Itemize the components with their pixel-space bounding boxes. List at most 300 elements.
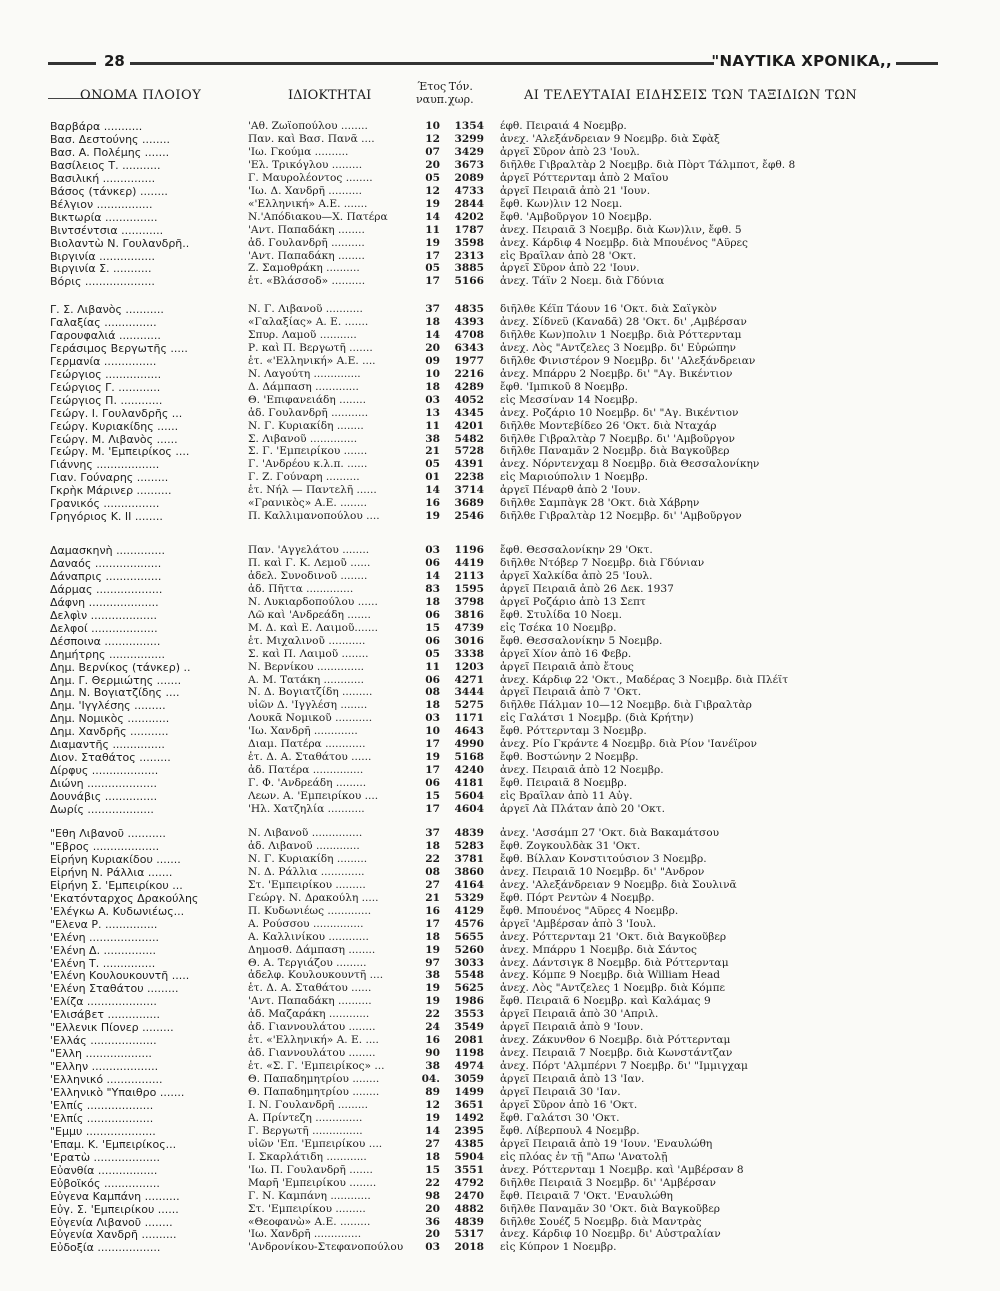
voyage-news: ἀργεῖ Λὰ Πλάταν ἀπὸ 20 'Οκτ.	[500, 803, 665, 815]
table-row	[0, 674, 1000, 687]
ship-name: 'Ελένη Δ. ...............	[50, 943, 157, 957]
tonnage: 4164	[454, 878, 484, 891]
ship-owner: 'Αντ. Παπαδάκη ..........	[248, 995, 372, 1008]
tonnage: 5904	[454, 1150, 484, 1163]
tonnage: 4052	[454, 393, 484, 406]
column-header-tons-line2: χωρ.	[448, 93, 474, 106]
voyage-news: ἀργεῖ Σῦρον ἀπὸ 23 'Ιουλ.	[500, 145, 640, 158]
ship-name: 'Ελένη ....................	[50, 930, 159, 944]
build-year: 38	[425, 1060, 440, 1073]
table-row	[0, 944, 1000, 957]
table-row	[0, 185, 1000, 198]
voyage-news: διῆλθε Σουέζ 5 Νοεμβρ. διὰ Μαντρὰς	[500, 1215, 702, 1228]
ship-name: Δελφὶν ...................	[50, 608, 158, 622]
voyage-news: ἀργεῖ Πειραιᾶ 30 'Ιαν.	[500, 1086, 621, 1098]
tonnage: 1203	[454, 660, 484, 673]
ship-name: Γαρουφαλιά ............	[50, 328, 161, 342]
tonnage: 4990	[454, 738, 484, 751]
build-year: 17	[425, 738, 440, 751]
ship-name: Εὐανθία .................	[50, 1163, 158, 1177]
table-row	[0, 661, 1000, 674]
ship-name: 'Ελπίς ...................	[50, 1098, 154, 1112]
ship-name: 'Επαμ. Κ. 'Εμπειρίκος...	[50, 1137, 177, 1151]
build-year: 03	[425, 1241, 440, 1254]
ship-name: Εἰρήνη Σ. 'Εμπειρίκου ...	[50, 878, 183, 892]
table-row	[0, 159, 1000, 172]
ship-owner: Γ. Ν. Καμπάνη ............	[248, 1189, 371, 1202]
build-year: 16	[425, 904, 440, 917]
build-year: 20	[425, 158, 440, 171]
ship-name: Δάφνη ....................	[50, 595, 159, 609]
voyage-news: διῆλθε Πάλμαν 10—12 Νοεμβρ. διὰ Γιβραλτὰρ	[500, 699, 752, 712]
build-year: 16	[425, 1034, 440, 1047]
table-row	[0, 931, 1000, 944]
voyage-news: ἀνεχ. Ζάκυνθον 6 Νοεμβρ. διὰ Ρόττερνταμ	[500, 1034, 731, 1047]
ship-owner: 'Ιω. Δ. Χανδρῆ ..........	[248, 184, 362, 197]
ship-name: "Ελλενικ Πίονερ .........	[50, 1021, 174, 1035]
tonnage: 2238	[454, 471, 484, 484]
table-row	[0, 1112, 1000, 1125]
voyage-news: ἀργεῖ 'Αμβέρσαν ἀπὸ 3 'Ιουλ.	[500, 917, 657, 930]
tonnage: 4202	[454, 210, 484, 223]
tonnage: 2216	[454, 367, 484, 380]
tonnage: 4129	[454, 904, 484, 917]
build-year: 19	[425, 943, 440, 956]
tonnage: 3549	[454, 1021, 484, 1034]
ship-owner: ἑτ. Μιχαλινοῦ ...........	[248, 634, 366, 647]
build-year: 03	[425, 393, 440, 406]
voyage-news: ἀργεῖ Πειραιᾶ ἀπὸ ἔτους	[500, 660, 634, 673]
tonnage: 5329	[454, 891, 484, 904]
ship-name: Δάναπρις ................	[50, 569, 162, 583]
column-header-year-line1: Έτος	[417, 80, 447, 93]
table-row	[0, 622, 1000, 635]
table-row	[0, 484, 1000, 497]
ship-name: 'Ελέγκω Α. Κυδωνιέως...	[50, 904, 185, 918]
ship-owner: ἑτ. «'Ελληνική» Α.Ε. ....	[248, 354, 376, 367]
build-year: 11	[425, 660, 440, 673]
tonnage: 4201	[454, 419, 484, 432]
table-row	[0, 635, 1000, 648]
build-year: 18	[425, 930, 440, 943]
ship-owner: Ν. Δ. Ράλλια .............	[248, 865, 365, 878]
tonnage: 4181	[454, 777, 484, 790]
ship-owner: Ν. Γ. Κυριακίδη ........	[248, 419, 364, 432]
ship-owner: Παν. 'Αγγελάτου ........	[248, 544, 370, 556]
voyage-news: εἰς Γαλάτσι 1 Νοεμβρ. (διὰ Κρήτην)	[500, 712, 694, 725]
ship-name: Βιολαντὼ Ν. Γουλανδρῆ..	[50, 236, 190, 250]
ship-name: Εἰρήνη Ν. Ράλλια .......	[50, 865, 173, 879]
voyage-news: ἀνεχ. Ρίο Γκράντε 4 Νοεμβρ. διὰ Ρίον 'Ιανέϊρον	[500, 738, 757, 751]
voyage-news: ἔφθ. Πειραιᾶ 7 'Οκτ. 'Εναυλώθη	[500, 1189, 673, 1202]
build-year: 03	[425, 712, 440, 725]
tonnage: 4882	[454, 1202, 484, 1215]
ship-owner: Ι. Σκαρλάτιδη ............	[248, 1150, 367, 1163]
voyage-news: διῆλθε Μοντεβίδεο 26 'Οκτ. διὰ Νταχάρ	[500, 419, 717, 432]
tonnage: 3033	[454, 956, 484, 969]
tonnage: 1196	[454, 544, 484, 556]
table-row	[0, 224, 1000, 237]
table-row	[0, 596, 1000, 609]
voyage-news: εἰς Μεσσίναν 14 Νοεμβρ.	[500, 393, 638, 406]
tonnage: 5728	[454, 445, 484, 458]
ship-name: 'Ελένη Τ. ...............	[50, 956, 156, 970]
ship-owner: Γεώργ. Ν. Δρακούλη .....	[248, 891, 379, 904]
ship-owner: Διαμ. Πατέρα ............	[248, 738, 366, 751]
ship-owner: υἱῶν Δ. 'Ιγγλέση ........	[248, 699, 368, 712]
table-row	[0, 471, 1000, 484]
table-row	[0, 777, 1000, 790]
ship-owner: 'Ιω. Γκούμα ..........	[248, 145, 349, 158]
voyage-news: ἔφθ. Λίβερπουλ 4 Νοεμβρ.	[500, 1124, 640, 1137]
table-row	[0, 699, 1000, 712]
page-number: 28	[104, 52, 125, 70]
table-row	[0, 712, 1000, 725]
voyage-news: ἀνεχ. Κάρδιφ 4 Νοεμβρ. διὰ Μπουένος "Αϋρες	[500, 236, 748, 249]
tonnage: 5548	[454, 969, 484, 982]
table-row	[0, 1241, 1000, 1254]
ship-name: Γεώργιος ................	[50, 367, 162, 381]
tonnage: 5168	[454, 751, 484, 764]
build-year: 38	[425, 432, 440, 445]
voyage-news: ἔφθ. Ζογκουλδὰκ 31 'Οκτ.	[500, 839, 641, 852]
build-year: 13	[425, 406, 440, 419]
ship-owner: Θ. Παπαδημητρίου ........	[248, 1086, 380, 1098]
voyage-news: ἀργεῖ Πειραιᾶ ἀπὸ 21 'Ιουν.	[500, 184, 651, 197]
table-row	[0, 146, 1000, 159]
table-row	[0, 570, 1000, 583]
build-year: 27	[425, 1137, 440, 1150]
tonnage: 4391	[454, 458, 484, 471]
voyage-news: εἰς Τσέκα 10 Νοεμβρ.	[500, 621, 617, 634]
table-row	[0, 198, 1000, 211]
build-year: 21	[425, 891, 440, 904]
table-row	[0, 827, 1000, 840]
ship-owner: 'Ιω. Χανδρῆ .............	[248, 725, 358, 738]
ship-owner: ἀδελ. Συνοδινοῦ ........	[248, 569, 368, 582]
ship-name: Βιργινία ................	[50, 249, 156, 263]
build-year: 17	[425, 275, 440, 288]
voyage-news: ἀργεῖ Πειραιᾶ ἀπὸ 7 'Οκτ.	[500, 686, 642, 699]
ship-owner: «'Ελληνική» Α.Ε. .......	[248, 197, 368, 210]
build-year: 38	[425, 969, 440, 982]
tonnage: 1198	[454, 1047, 484, 1060]
ship-owner: ἀδ. Πατέρα ...............	[248, 764, 364, 777]
tonnage: 4385	[454, 1137, 484, 1150]
table-row	[0, 420, 1000, 433]
voyage-news: ἔφθ. 'Ιμπικοῦ 8 Νοεμβρ.	[500, 380, 628, 393]
build-year: 15	[425, 621, 440, 634]
ship-owner: Π. Κυδωνιέως .............	[248, 904, 372, 917]
ship-owner: ἀδ. Γιαννουλάτου ........	[248, 1021, 376, 1034]
voyage-news: ἀργεῖ Πειραιᾶ ἀπὸ 19 'Ιουν. 'Εναυλώθη	[500, 1137, 713, 1150]
build-year: 22	[425, 1176, 440, 1189]
table-row	[0, 905, 1000, 918]
table-row	[0, 557, 1000, 570]
header-rule-middle	[130, 62, 714, 65]
ship-name: 'Ερατὼ ...................	[50, 1150, 160, 1164]
table-row	[0, 840, 1000, 853]
table-row	[0, 982, 1000, 995]
tonnage: 5482	[454, 432, 484, 445]
table-row	[0, 866, 1000, 879]
voyage-news: διῆλθε Γιβραλτὰρ 2 Νοεμβρ. διὰ Πὸρτ Τάλμποτ, ἔφθ. 8	[500, 158, 796, 171]
voyage-news: διῆλθε Κέϊπ Τάουν 16 'Οκτ. διὰ Σαϊγκὸν	[500, 303, 717, 315]
tonnage: 4240	[454, 764, 484, 777]
ship-name: 'Ελληνικὸ "Υπαιθρο .......	[50, 1086, 185, 1099]
voyage-news: διῆλθε Παναμᾶν 30 'Οκτ. διὰ Βαγκοῦβερ	[500, 1202, 720, 1215]
tonnage: 3798	[454, 595, 484, 608]
table-row	[0, 1060, 1000, 1073]
table-row	[0, 445, 1000, 458]
table-row	[0, 686, 1000, 699]
build-year: 27	[425, 878, 440, 891]
ship-name: Διαμαντῆς ...............	[50, 738, 165, 752]
table-row	[0, 316, 1000, 329]
voyage-news: ἀργεῖ Πειραιᾶ ἀπὸ 26 Δεκ. 1937	[500, 582, 674, 595]
build-year: 21	[425, 445, 440, 458]
ship-owner: Γ. Βεργωτῆ ...............	[248, 1124, 363, 1137]
tonnage: 4708	[454, 328, 484, 341]
table-row	[0, 918, 1000, 931]
ship-name: 'Ελισάβετ ...............	[50, 1008, 160, 1022]
table-row	[0, 1228, 1000, 1241]
ship-name: Βαρβάρα ...........	[50, 120, 143, 133]
tonnage: 3689	[454, 497, 484, 510]
ship-owner: Α. Μ. Τατάκη ............	[248, 673, 364, 686]
build-year: 12	[425, 184, 440, 197]
ship-owner: «Γαλαξίας» Α. Ε. .......	[248, 315, 369, 328]
ship-owner: ἀδ. Γουλανδρῆ ..........	[248, 236, 365, 249]
tonnage: 3553	[454, 1008, 484, 1021]
table-row	[0, 1034, 1000, 1047]
voyage-news: ἀνεχ. Νόρντενχαμ 8 Νοεμβρ. διὰ Θεσσαλονίκην	[500, 458, 760, 471]
build-year: 97	[425, 956, 440, 969]
table-row	[0, 211, 1000, 224]
table-row	[0, 275, 1000, 288]
ship-owner: ἑτ. «'Ελληνική» Α. Ε. ....	[248, 1034, 379, 1047]
build-year: 18	[425, 595, 440, 608]
tonnage: 4419	[454, 556, 484, 569]
ship-owner: Ν. Λιβανοῦ ...............	[248, 827, 363, 839]
tonnage: 4839	[454, 827, 484, 839]
voyage-news: ἀνεχ. 'Αλεξάνδρειαν 9 Νοεμβρ. διὰ Σουλινᾶ	[500, 878, 737, 891]
column-header-news: ΑΙ ΤΕΛΕΥΤΑΙΑΙ ΕΙΔΗΣΕΙΣ ΤΩΝ ΤΑΞΙΔΙΩΝ ΤΩΝ	[524, 88, 858, 103]
build-year: 05	[425, 171, 440, 184]
ship-owner: ἑτ. Δ. Α. Σταθάτου ......	[248, 982, 372, 995]
build-year: 22	[425, 1008, 440, 1021]
tonnage: 2395	[454, 1124, 484, 1137]
ship-name: Δουνάβις ...............	[50, 790, 158, 804]
header-rule-left	[48, 62, 96, 65]
ship-name: Διον. Σταθάτος .........	[50, 751, 171, 765]
table-row	[0, 790, 1000, 803]
build-year: 11	[425, 223, 440, 236]
build-year: 19	[425, 982, 440, 995]
voyage-news: ἀνεχ. Πειραιᾶ 10 Νοεμβρ. δι' "Ανδρον	[500, 865, 705, 878]
voyage-news: διῆλθε Γιβραλτὰρ 7 Νοεμβρ. δι' 'Αμβοῦργον	[500, 432, 735, 445]
table-row	[0, 1151, 1000, 1164]
build-year: 18	[425, 315, 440, 328]
voyage-news: διῆλθε Πειραιᾶ 3 Νοεμβρ. δι' 'Αμβέρσαν	[500, 1176, 716, 1189]
build-year: 20	[425, 341, 440, 354]
ship-name: Εὐγ. Σ. 'Εμπειρίκου ......	[50, 1202, 179, 1216]
voyage-news: ἀνεχ. Μπάρρυ 2 Νοεμβρ. δι' "Αγ. Βικέντιον	[500, 367, 733, 380]
tonnage: 3781	[454, 852, 484, 865]
table-row	[0, 355, 1000, 368]
build-year: 18	[425, 839, 440, 852]
table-row	[0, 957, 1000, 970]
table-row	[0, 497, 1000, 510]
build-year: 09	[425, 354, 440, 367]
ship-owner: ἀδ. Πῆττα ..............	[248, 582, 354, 595]
ship-owner: Ν. Λαγούτη ..............	[248, 367, 361, 380]
voyage-news: διῆλθε Σαμπὰγκ 28 'Οκτ. διὰ Χάβρην	[500, 497, 700, 510]
table-row	[0, 1138, 1000, 1151]
tonnage: 4289	[454, 380, 484, 393]
voyage-news: έφθ. Πειραιά 4 Νοεμβρ.	[500, 120, 627, 132]
build-year: 08	[425, 686, 440, 699]
table-row	[0, 738, 1000, 751]
ship-name: Γιαν. Γούναρης .........	[50, 471, 169, 485]
build-year: 06	[425, 634, 440, 647]
build-year: 24	[425, 1021, 440, 1034]
voyage-news: διῆλθε Ντόβερ 7 Νοεμβρ. διὰ Γδύνιαν	[500, 556, 705, 569]
build-year: 11	[425, 419, 440, 432]
column-header-year-line2: ναυπ.	[416, 93, 448, 106]
tonnage: 3714	[454, 484, 484, 497]
build-year: 14	[425, 1124, 440, 1137]
ship-name: Βέλγιον ................	[50, 197, 153, 211]
tonnage: 4393	[454, 315, 484, 328]
ship-owner: Γ. Ζ. Γούναρη ..........	[248, 471, 360, 484]
build-year: 12	[425, 1098, 440, 1111]
table-row	[0, 609, 1000, 622]
tonnage: 3338	[454, 647, 484, 660]
voyage-news: ἀνεχ. Δάντσιγκ 8 Νοεμβρ. διὰ Ρόττερνταμ	[500, 956, 729, 969]
build-year: 37	[425, 303, 440, 315]
tonnage: 2470	[454, 1189, 484, 1202]
build-year: 17	[425, 803, 440, 815]
build-year: 06	[425, 556, 440, 569]
ship-name: Δημ. Γ. Θερμιώτης .......	[50, 673, 182, 687]
ship-owner: Στ. 'Εμπειρίκου .........	[248, 1202, 366, 1215]
voyage-news: ἀργεῖ Σῦρον ἀπὸ 22 'Ιουν.	[500, 262, 640, 275]
tonnage: 3816	[454, 608, 484, 621]
build-year: 14	[425, 484, 440, 497]
voyage-news: ἔφθ. Βοστώνην 2 Νοεμβρ.	[500, 751, 639, 764]
tonnage: 1492	[454, 1111, 484, 1124]
tonnage: 4345	[454, 406, 484, 419]
table-row	[0, 381, 1000, 394]
build-year: 05	[425, 647, 440, 660]
ship-name: Δελφοί ...................	[50, 621, 158, 635]
ship-name: Βασιλική ...............	[50, 171, 156, 185]
voyage-news: ἀνεχ. Κάρδιφ 22 'Οκτ., Μαδέρας 3 Νοεμβρ. διὰ Πλέϊτ	[500, 673, 789, 686]
ship-owner: ἀδ. Γουλανδρῆ ...........	[248, 406, 369, 419]
tonnage: 3059	[454, 1073, 484, 1086]
table-row	[0, 1099, 1000, 1112]
voyage-news: διῆλθε Γιβραλτὰρ 12 Νοεμβρ. δι' 'Αμβοῦργον	[500, 510, 742, 523]
ship-name: Εὐγενα Καμπάνη ..........	[50, 1189, 180, 1203]
ship-name: Βασ. Δεστούνης ........	[50, 132, 170, 146]
ship-owner: 'Αντ. Παπαδάκη ........	[248, 223, 365, 236]
voyage-news: διῆλθε Κων)πολιν 1 Νοεμβρ. διὰ Ρόττερνταμ	[500, 328, 742, 341]
ship-owner: 'Ελ. Τρικόγλου .........	[248, 158, 363, 171]
ship-owner: Λεων. Α. 'Εμπειρίκου ....	[248, 790, 379, 803]
build-year: 05	[425, 262, 440, 275]
ship-owner: Ν. Βερνίκου ..............	[248, 660, 365, 673]
ship-owner: Α. Ρούσσου ...............	[248, 917, 364, 930]
tonnage: 1354	[454, 120, 484, 132]
ship-name: 'Ελένη Σταθάτου .........	[50, 982, 179, 996]
table-row	[0, 342, 1000, 355]
ship-name: Βιργινία Σ. ...........	[50, 262, 152, 276]
ship-name: "Εθη Λιβανοῦ ...........	[50, 827, 166, 840]
column-header-owner: ΙΔΙΟΚΤΗΤΑΙ	[288, 88, 372, 103]
build-year: 10	[425, 725, 440, 738]
voyage-news: ἀνεχ. Ροζάριο 10 Νοεμβρ. δι' "Αγ. Βικέντιον	[500, 406, 739, 419]
ship-name: Βόρις ....................	[50, 275, 155, 289]
voyage-news: ἔφθ. Θεσσαλονίκην 5 Νοεμβρ.	[500, 634, 663, 647]
tonnage: 5260	[454, 943, 484, 956]
ship-name: Γεώργ. Μ. Λιβανὸς ......	[50, 432, 178, 446]
tonnage: 1499	[454, 1086, 484, 1098]
ship-owner: 'Ανδρονίκου-Στεφανοπούλου	[248, 1241, 404, 1254]
tonnage: 2844	[454, 197, 484, 210]
ship-name: Γκρὴκ Μάρινερ ..........	[50, 484, 172, 498]
table-row	[0, 407, 1000, 420]
voyage-news: ἀνεχ. Σίδνεϋ (Καναδᾶ) 28 'Οκτ. δι' ,Αμβέρσαν	[500, 315, 747, 328]
table-row	[0, 510, 1000, 523]
ship-name: 'Ελλάς ...................	[50, 1034, 157, 1048]
ship-owner: «Γρανικὸς» Α.Ε. ........	[248, 497, 368, 510]
table-row	[0, 648, 1000, 661]
ship-name: "Ελλην ...................	[50, 1060, 159, 1074]
build-year: 10	[425, 120, 440, 132]
table-row	[0, 1073, 1000, 1086]
tonnage: 5625	[454, 982, 484, 995]
tonnage: 3444	[454, 686, 484, 699]
build-year: 14	[425, 569, 440, 582]
tonnage: 1171	[454, 712, 484, 725]
voyage-news: ἀργεῖ Ροζάριο ἀπὸ 13 Σεπτ	[500, 595, 646, 608]
build-year: 05	[425, 458, 440, 471]
tonnage: 3016	[454, 634, 484, 647]
voyage-news: ἀργεῖ Χίον ἀπὸ 16 Φεβρ.	[500, 647, 632, 660]
build-year: 04.	[421, 1073, 440, 1086]
ship-owner: Θ. Α. Τεργιάζου .........	[248, 956, 367, 969]
build-year: 14	[425, 210, 440, 223]
build-year: 18	[425, 380, 440, 393]
build-year: 14	[425, 328, 440, 341]
build-year: 17	[425, 764, 440, 777]
table-row	[0, 394, 1000, 407]
ship-owner: ἀδελφ. Κουλουκουντῆ ....	[248, 969, 384, 982]
ship-owner: 'Ιω. Π. Γουλανδρῆ .......	[248, 1163, 373, 1176]
ship-owner: Γ. Φ. 'Ανδρεάδη .........	[248, 777, 367, 790]
voyage-news: εἰς πλόας ἐν τῇ "Απω 'Ανατολῇ	[500, 1150, 668, 1163]
voyage-news: ἔφθ. Βίλλαν Κονστιτούσιον 3 Νοεμβρ.	[500, 852, 707, 865]
table-row	[0, 250, 1000, 263]
build-year: 18	[425, 699, 440, 712]
ship-name: 'Ελίζα ....................	[50, 995, 157, 1009]
ship-name: Γεράσιμος Βεργωτῆς .....	[50, 341, 188, 355]
ship-owner: Θ. 'Επιφανειάδη ........	[248, 393, 367, 406]
tonnage: 2313	[454, 249, 484, 262]
ship-owner: υἱῶν 'Επ. 'Εμπειρίκου ....	[248, 1137, 383, 1150]
build-year: 16	[425, 497, 440, 510]
